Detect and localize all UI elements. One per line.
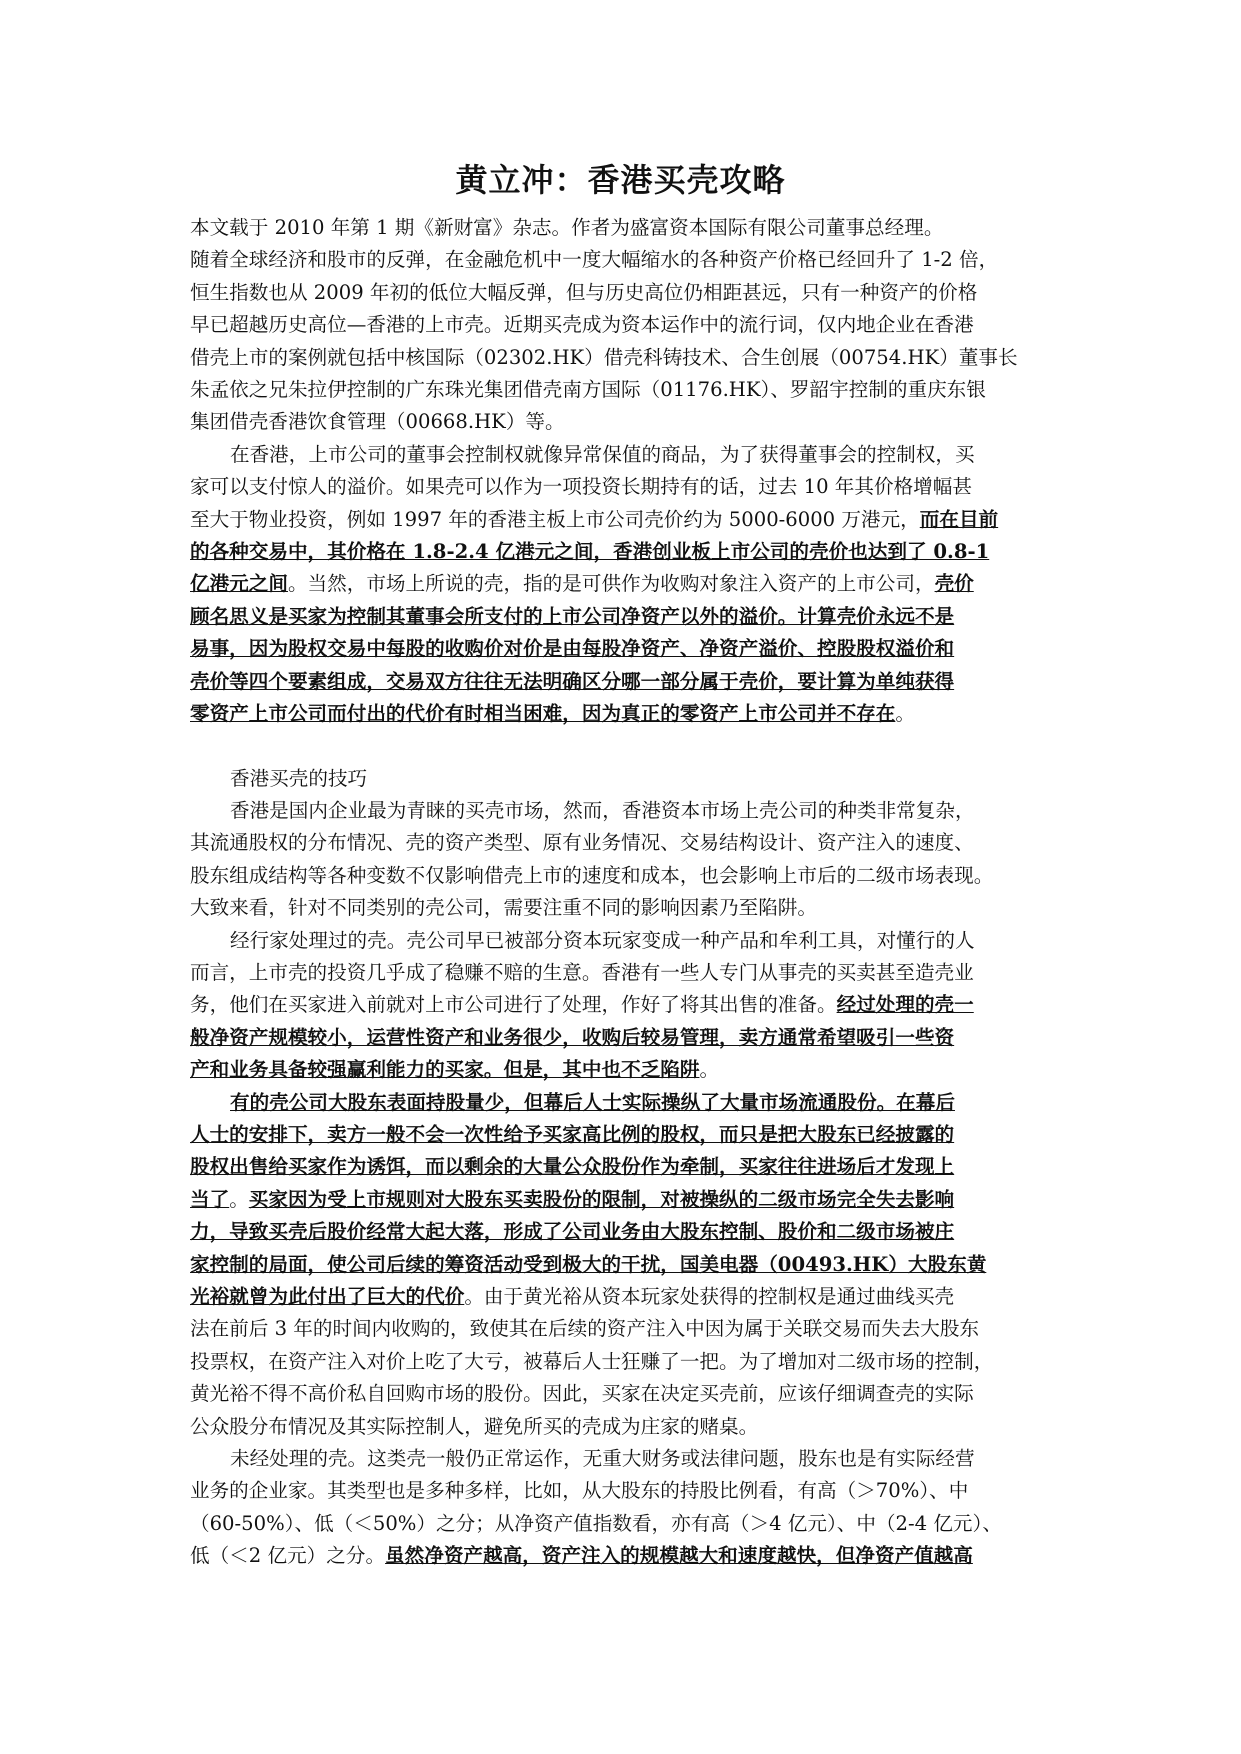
text-run: 公众股分布情况及其实际控制人，避免所买的壳成为庄家的赌桌。 [190, 1414, 759, 1438]
text-line [190, 827, 1062, 859]
text-line [190, 1119, 1062, 1151]
text-line [190, 406, 1062, 438]
underlined-text: 当了 [190, 1187, 230, 1211]
text-line [190, 504, 1062, 536]
paragraph-unprocessed-shell [190, 1443, 1062, 1573]
text-line [190, 1281, 1062, 1313]
text-line [190, 1022, 1062, 1054]
text-line [190, 309, 1062, 341]
text-run: 。由于黄光裕从资本玩家处获得的控制权是通过曲线买壳 [464, 1285, 955, 1308]
underlined-text: 力，导致买壳后股价经常大起大落，形成了公司业务由大股东控制、股价和二级市场被庄 [190, 1220, 955, 1244]
text-run: 大致来看，针对不同类别的壳公司，需要注重不同的影响因素乃至陷阱。 [190, 896, 817, 920]
text-run: （60-50%）、低（＜50%）之分；从净资产值指数看，亦有高（＞4 亿元）、中（2-4 亿元）、 [190, 1511, 1002, 1535]
underlined-text: 壳价 [934, 572, 974, 596]
text-run: 股东组成结构等各种变数不仅影响借壳上市的速度和成本，也会影响上市后的二级市场表现。 [190, 863, 994, 887]
text-line [190, 957, 1062, 989]
text-line [190, 1087, 1062, 1119]
text-line [190, 795, 1062, 827]
paragraph-market-overview [190, 795, 1062, 925]
underlined-text: 家控制的局面，使公司后续的筹资活动受到极大的干扰，国美电器（00493.HK）大股东黄 [190, 1252, 987, 1276]
text-run: 而言，上市壳的投资几乎成了稳赚不赔的生意。香港有一些人专门从事壳的买卖甚至造壳业 [190, 960, 974, 984]
text-line [190, 1475, 1062, 1507]
text-line [190, 1411, 1062, 1443]
text-line [190, 633, 1062, 665]
text-line [190, 374, 1062, 406]
paragraph-shell-premium [190, 439, 1062, 731]
text-line [190, 1378, 1062, 1410]
text-line [190, 1443, 1062, 1475]
text-line [190, 925, 1062, 957]
text-run: 低（＜2 亿元）之分。 [190, 1544, 386, 1568]
text-line [190, 1184, 1062, 1216]
text-line [190, 1313, 1062, 1345]
text-run: 借壳上市的案例就包括中核国际（02302.HK）借壳科铸技术、合生创展（00754.HK）董事长 [190, 345, 1018, 369]
underlined-text: 壳价等四个要素组成，交易双方往往无法明确区分哪一部分属于壳价，要计算为单纯获得 [190, 669, 955, 693]
text-run: 业务的企业家。其类型也是多种多样，比如，从大股东的持股比例看，有高（＞70%）、中 [190, 1479, 969, 1503]
text-line [190, 1216, 1062, 1248]
paragraph-gap [190, 731, 1062, 763]
underlined-text: 虽然净资产越高，资产注入的规模越大和速度越快，但净资产值越高 [385, 1544, 973, 1568]
underlined-text: 有的壳公司大股东表面持股量少，但幕后人士实际操纵了大量市场流通股份。在幕后 [230, 1090, 955, 1114]
underlined-text: 亿港元之间 [190, 572, 288, 596]
text-line [190, 989, 1062, 1021]
underlined-text: 顾名思义是买家为控制其董事会所支付的上市公司净资产以外的溢价。计算壳价永远不是 [190, 604, 955, 628]
text-line [190, 892, 1062, 924]
text-line [190, 860, 1062, 892]
text-run: 其流通股权的分布情况、壳的资产类型、原有业务情况、交易结构设计、资产注入的速度、 [190, 831, 974, 855]
text-line [190, 277, 1062, 309]
text-run: 恒生指数也从 2009 年初的低位大幅反弹，但与历史高位仍相距甚远，只有一种资产的价格 [190, 280, 978, 304]
text-line [190, 342, 1062, 374]
text-line [190, 1249, 1062, 1281]
text-line [190, 1508, 1062, 1540]
text-run: 未经处理的壳。这类壳一般仍正常运作，无重大财务或法律问题，股东也是有实际经营 [230, 1447, 975, 1471]
text-line [190, 1346, 1062, 1378]
text-run: 香港是国内企业最为青睐的买壳市场，然而，香港资本市场上壳公司的种类非常复杂， [230, 798, 975, 822]
text-run: 至大于物业投资，例如 1997 年的香港主板上市公司壳价约为 5000-6000 万港元， [190, 507, 920, 531]
underlined-text: 的各种交易中，其价格在 1.8-2.4 亿港元之间，香港创业板上市公司的壳价也达到了 0.8-1 [190, 540, 990, 564]
text-line [190, 1151, 1062, 1183]
underlined-text: 易事，因为股权交易中每股的收购价对价是由每股净资产、净资产溢价、控股股权溢价和 [190, 637, 955, 661]
underlined-text: 买家因为受上市规则对大股东买卖股份的限制，对被操纵的二级市场完全失去影响 [248, 1187, 955, 1211]
text-line [190, 1540, 1062, 1572]
underlined-text: 而在目前 [919, 507, 999, 531]
underlined-text: 零资产上市公司而付出的代价有时相当困难，因为真正的零资产上市公司并不存在 [190, 702, 896, 726]
text-line [190, 439, 1062, 471]
text-line [190, 244, 1062, 276]
text-line [190, 698, 1062, 730]
text-line [190, 212, 1062, 244]
text-run: 家可以支付惊人的溢价。如果壳可以作为一项投资长期持有的话，过去 10 年其价格增幅甚 [190, 475, 972, 499]
text-run: 。 [229, 1187, 249, 1211]
document-title: 黄立冲：香港买壳攻略 [455, 161, 786, 199]
text-run: 经行家处理过的壳。壳公司早已被部分资本玩家变成一种产品和牟利工具，对懂行的人 [230, 928, 975, 952]
text-run: 。 [895, 702, 915, 726]
text-run: 法在前后 3 年的时间内收购的，致使其在后续的资产注入中因为属于关联交易而失去大股东 [190, 1317, 980, 1341]
text-run: 集团借壳香港饮食管理（00668.HK）等。 [190, 410, 565, 434]
text-line [190, 471, 1062, 503]
text-run: 在香港，上市公司的董事会控制权就像异常保值的商品，为了获得董事会的控制权，买 [230, 442, 975, 466]
document-body [190, 212, 1062, 1573]
text-run: 黄光裕不得不高价私自回购市场的股份。因此，买家在决定买壳前，应该仔细调查壳的实际 [190, 1382, 974, 1406]
underlined-text: 股权出售给买家作为诱饵，而以剩余的大量公众股份作为牵制，买家往往进场后才发现上 [190, 1155, 955, 1179]
underlined-text: 产和业务具备较强赢利能力的买家。但是，其中也不乏陷阱 [190, 1058, 700, 1082]
text-run: 务，他们在买家进入前就对上市公司进行了处理，作好了将其出售的准备。 [190, 993, 837, 1017]
text-line [190, 601, 1062, 633]
underlined-text: 般净资产规模较小，运营性资产和业务很少，收购后较易管理，卖方通常希望吸引一些资 [190, 1025, 955, 1049]
underlined-text: 人士的安排下，卖方一般不会一次性给予买家高比例的股权，而只是把大股东已经披露的 [190, 1122, 955, 1146]
text-run: 。 [699, 1058, 720, 1082]
text-run: 随着全球经济和股市的反弹，在金融危机中一度大幅缩水的各种资产价格已经回升了 1-2 倍， [190, 248, 999, 272]
paragraph-shell-trap [190, 1087, 1062, 1443]
paragraph-processed-shell [190, 925, 1062, 1087]
text-run: 投票权，在资产注入对价上吃了大亏，被幕后人士狂赚了一把。为了增加对二级市场的控制， [190, 1349, 994, 1373]
text-line [190, 1054, 1062, 1086]
text-run: 本文载于 2010 年第 1 期《新财富》杂志。作者为盛富资本国际有限公司董事总经理。 [190, 216, 944, 239]
text-run: 。当然，市场上所说的壳，指的是可供作为收购对象注入资产的上市公司， [287, 572, 935, 596]
underlined-text: 经过处理的壳一 [836, 993, 974, 1017]
text-run: 早已超越历史高位—香港的上市壳。近期买壳成为资本运作中的流行词，仅内地企业在香港 [190, 313, 974, 337]
text-run: 朱孟依之兄朱拉伊控制的广东珠光集团借壳南方国际（01176.HK）、罗韶宇控制的重庆东银 [190, 378, 986, 402]
text-line [190, 536, 1062, 568]
section-heading: 香港买壳的技巧 [230, 766, 368, 790]
text-line [190, 568, 1062, 600]
text-line [190, 666, 1062, 698]
underlined-text: 光裕就曾为此付出了巨大的代价 [190, 1285, 465, 1308]
paragraph-intro [190, 212, 1062, 439]
